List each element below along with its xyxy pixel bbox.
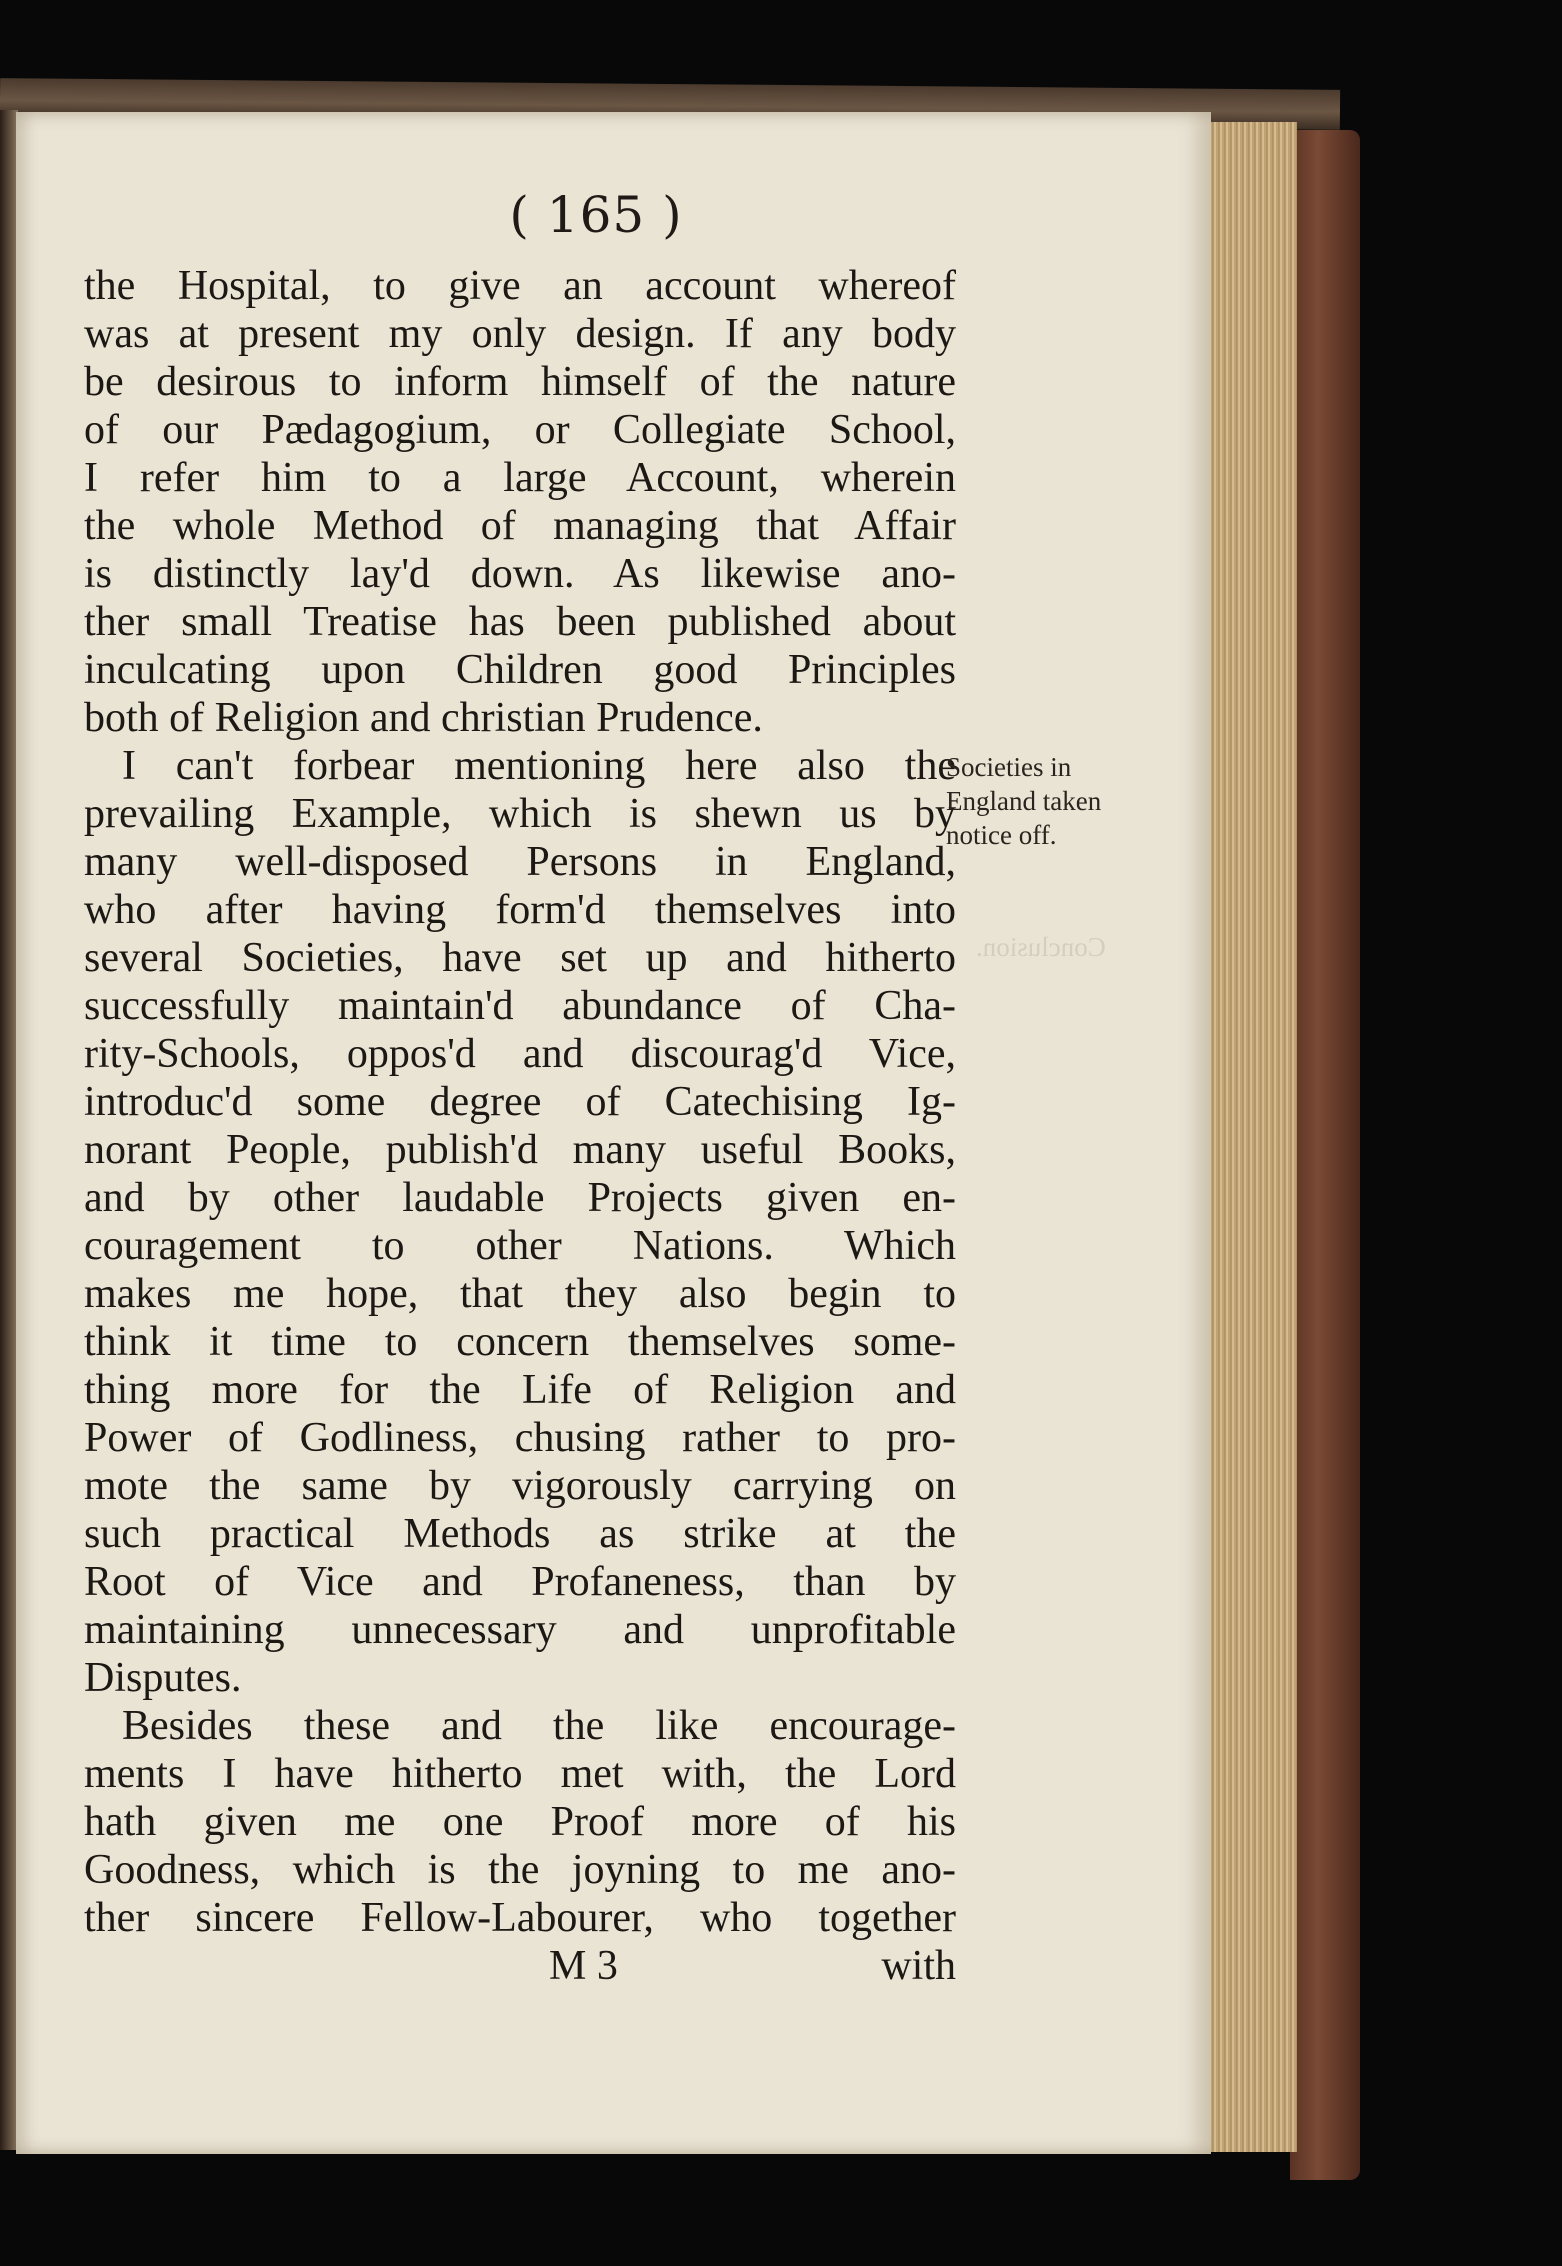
text-line: the Hospital, to give an account whereof [84,263,956,309]
text-line: makes me hope, that they also begin to [84,1271,956,1317]
show-through-text: Conclusion. [976,932,1106,962]
page-number: ( 165 ) [509,186,683,244]
text-line: both of Religion and christian Prudence. [84,695,763,741]
text-line: think it time to concern themselves some- [84,1319,956,1365]
text-line: such practical Methods as strike at the [84,1511,956,1557]
text-line: prevailing Example, which is shewn us by [84,791,956,837]
text-line: thing more for the Life of Religion and [84,1367,956,1413]
text-line: I refer him to a large Account, wherein [84,455,956,501]
text-line: ther small Treatise has been published about [84,599,956,645]
margin-note [946,750,1166,852]
margin-note-line: Societies in [946,752,1072,782]
body-text [84,262,956,1990]
margin-note-line: notice off. [946,820,1057,850]
text-line: was at present my only design. If any body [84,311,956,357]
text-line: of our Pædagogium, or Collegiate School, [84,407,956,453]
text-line: hath given me one Proof more of his [84,1799,956,1845]
text-line: many well-disposed Persons in England, [84,839,956,885]
text-line: and by other laudable Projects given en- [84,1175,956,1221]
text-line: Besides these and the like encourage- [122,1703,956,1749]
text-line: norant People, publish'd many useful Books, [84,1127,956,1173]
text-line: maintaining unnecessary and unprofitable [84,1607,956,1653]
text-line: inculcating upon Children good Principles [84,647,956,693]
text-line: I can't forbear mentioning here also the [122,743,956,789]
margin-note-line: England taken [946,786,1102,816]
signature-mark: M 3 [549,1943,618,1989]
footer-line [84,1942,956,1990]
text-line: several Societies, have set up and hitherto [84,935,956,981]
text-line: couragement to other Nations. Which [84,1223,956,1269]
book-cover-right [1290,130,1360,2180]
catchword: with [881,1943,956,1989]
text-line: successfully maintain'd abundance of Cha- [84,983,956,1029]
text-line: the whole Method of managing that Affair [84,503,956,549]
text-line: is distinctly lay'd down. As likewise ano- [84,551,956,597]
text-line: Goodness, which is the joyning to me ano- [84,1847,956,1893]
text-line: Disputes. [84,1655,242,1701]
text-line: introduc'd some degree of Catechising Ig- [84,1079,956,1125]
text-line: Power of Godliness, chusing rather to pro- [84,1415,956,1461]
text-line: mote the same by vigorously carrying on [84,1463,956,1509]
text-line: Root of Vice and Profaneness, than by [84,1559,956,1605]
text-line: rity-Schools, oppos'd and discourag'd Vice, [84,1031,956,1077]
text-line: be desirous to inform himself of the nature [84,359,956,405]
text-line: who after having form'd themselves into [84,887,956,933]
text-line: ther sincere Fellow-Labourer, who together [84,1895,956,1941]
text-line: ments I have hitherto met with, the Lord [84,1751,956,1797]
page-edges [1205,122,1297,2152]
book-page [16,112,1211,2154]
